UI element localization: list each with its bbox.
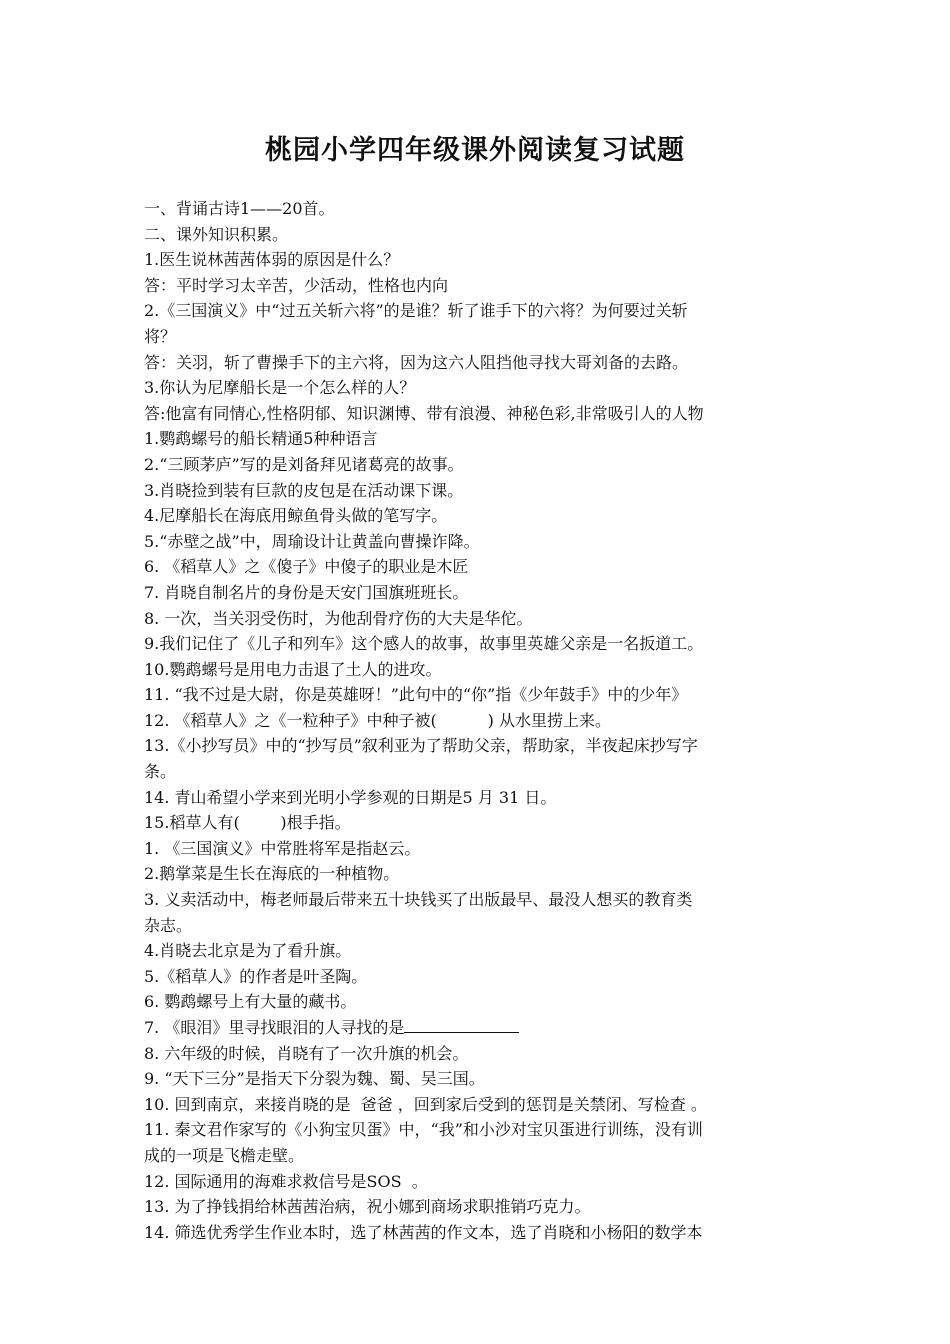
text-line: 7. 肖晓自制名片的身份是天安门国旗班班长。 bbox=[144, 582, 469, 602]
page-title: 桃园小学四年级课外阅读复习试题 bbox=[265, 135, 685, 166]
text-line: 答:他富有同情心,性格阴郁、知识渊博、带有浪漫、神秘色彩,非常吸引人的人物 bbox=[144, 403, 704, 423]
text-line: 13. 为了挣钱捐给林茜茜治病，祝小娜到商场求职推销巧克力。 bbox=[144, 1197, 591, 1217]
text-line: 2.《三国演义》中“过五关斩六将”的是谁？斩了谁手下的六将？为何要过关斩 bbox=[144, 301, 688, 321]
text-line: 10. 回到南京，来接肖晓的是 爸爸 ，回到家后受到的惩罚是关禁闭、写检查 。 bbox=[144, 1094, 707, 1114]
text-line: 答：平时学习太辛苦，少活动，性格也内向 bbox=[144, 275, 449, 295]
text-line: 12. 《稻草人》之《一粒种子》中种子被( ) 从水里捞上来。 bbox=[144, 710, 611, 730]
text-line: 8. 一次，当关羽受伤时，为他刮骨疗伤的大夫是华佗。 bbox=[144, 608, 533, 628]
text-line: 14. 青山希望小学来到光明小学参观的日期是5 月 31 日。 bbox=[144, 787, 557, 807]
text-line: 13.《小抄写员》中的“抄写员”叙利亚为了帮助父亲，帮助家，半夜起床抄写字 bbox=[144, 736, 698, 756]
text-line: 6. 鹦鹉螺号上有大量的藏书。 bbox=[144, 992, 357, 1012]
text-line: 成的一项是飞檐走壁。 bbox=[144, 1145, 305, 1165]
document-body bbox=[144, 196, 816, 1245]
text-line: 1.鹦鹉螺号的船长精通5种种语言 bbox=[144, 429, 378, 449]
text-line: 条。 bbox=[144, 762, 177, 782]
answer-blank bbox=[404, 1016, 519, 1033]
text-line: 1.医生说林茜茜体弱的原因是什么？ bbox=[144, 250, 400, 270]
text-line: 3.肖晓捡到装有巨款的皮包是在活动课下课。 bbox=[144, 480, 464, 500]
text-line: 9. “天下三分”是指天下分裂为魏、蜀、吴三国。 bbox=[144, 1069, 485, 1089]
text-line: 4.尼摩船长在海底用鲸鱼骨头做的笔写字。 bbox=[144, 506, 448, 526]
text-line: 1. 《三国演义》中常胜将军是指赵云。 bbox=[144, 838, 421, 858]
text-line: 5.《稻草人》的作者是叶圣陶。 bbox=[144, 966, 368, 986]
text-line: 杂志。 bbox=[144, 915, 193, 935]
text-line: 2.鹅掌菜是生长在海底的一种植物。 bbox=[144, 864, 400, 884]
text-line: 一、背诵古诗1——20首。 bbox=[144, 199, 335, 218]
text-line: 3.你认为尼摩船长是一个怎么样的人？ bbox=[144, 378, 416, 398]
text-line: 15.稻草人有( )根手指。 bbox=[144, 813, 351, 833]
text-line: 8. 六年级的时候，肖晓有了一次升旗的机会。 bbox=[144, 1043, 469, 1063]
text-line: 9.我们记住了《儿子和列车》这个感人的故事，故事里英雄父亲是一名扳道工。 bbox=[144, 634, 704, 654]
text-line: 10.鹦鹉螺号是用电力击退了土人的进攻。 bbox=[144, 659, 442, 679]
text-line: 7. 《眼泪》里寻找眼泪的人寻找的是 bbox=[144, 1018, 405, 1037]
text-line: 答：关羽，斩了曹操手下的主六将，因为这六人阻挡他寻找大哥刘备的去路。 bbox=[144, 352, 689, 372]
text-line: 3. 义卖活动中，梅老师最后带来五十块钱买了出版最早、最没人想买的教育类 bbox=[144, 890, 693, 910]
text-line: 2.“三顾茅庐”写的是刘备拜见诸葛亮的故事。 bbox=[144, 454, 464, 474]
text-line: 4.肖晓去北京是为了看升旗。 bbox=[144, 941, 352, 961]
text-line: 将？ bbox=[144, 326, 177, 346]
text-line: 6. 《稻草人》之《傻子》中傻子的职业是木匠 bbox=[144, 557, 469, 577]
text-line: 二、课外知识积累。 bbox=[144, 224, 289, 244]
fill-in-line bbox=[144, 1015, 816, 1041]
text-line: 5.“赤壁之战”中，周瑜设计让黄盖向曹操诈降。 bbox=[144, 531, 480, 551]
text-line: 14. 筛选优秀学生作业本时，选了林茜茜的作文本，选了肖晓和小杨阳的数学本 bbox=[144, 1222, 703, 1242]
text-line: 11. “我不过是大尉，你是英雄呀！”此句中的“你”指《少年鼓手》中的少年》 bbox=[144, 685, 688, 705]
text-line: 11. 秦文君作家写的《小狗宝贝蛋》中，“我”和小沙对宝贝蛋进行训练，没有训 bbox=[144, 1120, 703, 1140]
text-line: 12. 国际通用的海难求救信号是SOS 。 bbox=[144, 1171, 428, 1191]
